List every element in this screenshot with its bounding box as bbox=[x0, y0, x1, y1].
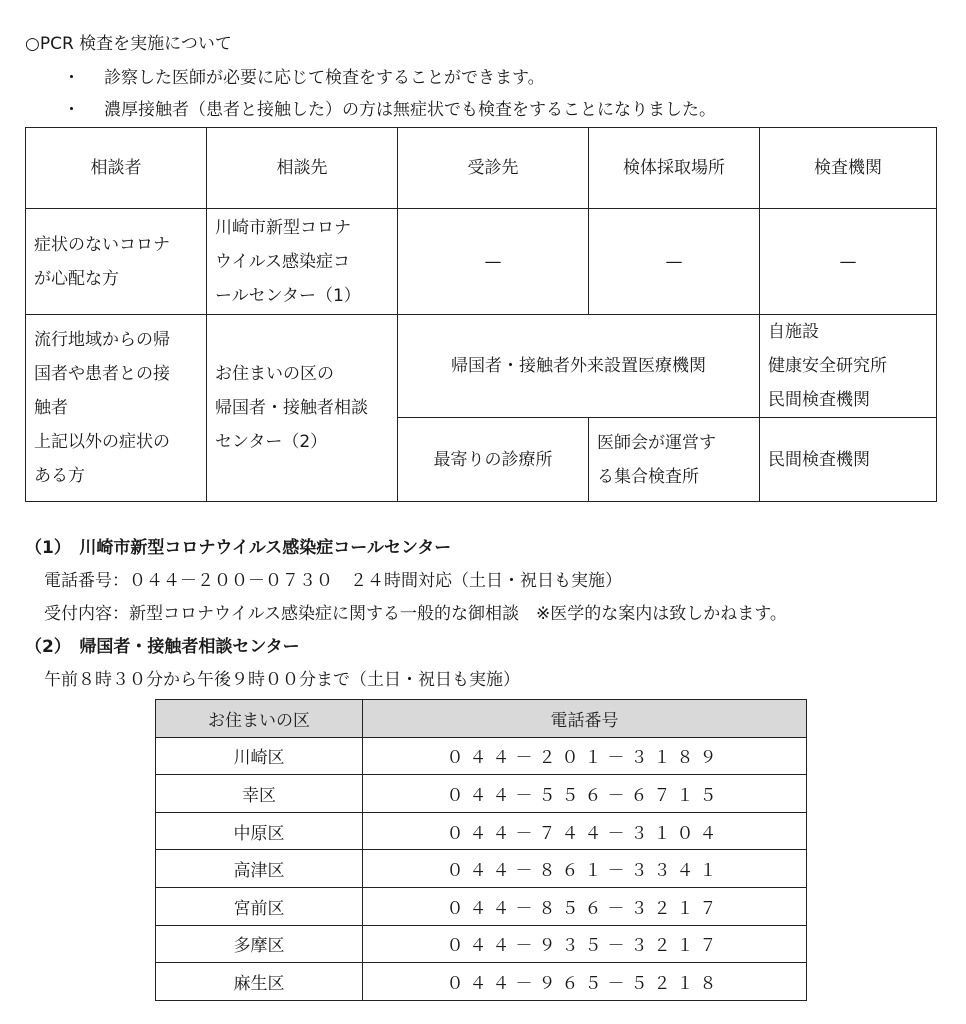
cell-line: ある方 bbox=[34, 466, 85, 486]
header-cell: 電話番号 bbox=[363, 700, 807, 738]
bullet-mark: ・ bbox=[63, 100, 80, 120]
table-row bbox=[156, 737, 807, 775]
consulter-cell bbox=[26, 315, 207, 502]
cell-line: 医師会が運営す bbox=[597, 432, 716, 453]
cell-line: 健康安全研究所 bbox=[768, 356, 887, 376]
table-row bbox=[156, 887, 807, 925]
phone-cell: ０４４－７４４－３１０４ bbox=[363, 812, 807, 850]
cell-line: が心配な方 bbox=[34, 268, 119, 289]
bullet-text: 濃厚接触者（患者と接触した）の方は無症状でも検査をすることになりました。 bbox=[104, 100, 716, 120]
contact-cell bbox=[207, 209, 398, 315]
cell-line: 国者や患者との接 bbox=[34, 364, 170, 384]
hours-info: 午前８時３０分から午後９時００分まで（土日・祝日も実施） bbox=[44, 670, 520, 690]
table-row bbox=[156, 775, 807, 813]
table-row bbox=[156, 963, 807, 1001]
header-cell: 相談先 bbox=[207, 128, 398, 209]
header-cell: お住まいの区 bbox=[156, 700, 363, 738]
consulter-cell bbox=[26, 209, 207, 315]
table-row bbox=[156, 812, 807, 850]
table-row bbox=[26, 209, 937, 315]
sampling-cell: — bbox=[589, 209, 760, 315]
cell-line: る集合検査所 bbox=[597, 466, 699, 487]
cell-line: 川崎市新型コロナ bbox=[215, 217, 351, 238]
section-heading: （2） 帰国者・接触者相談センター bbox=[25, 637, 300, 657]
cell-line: センター（2） bbox=[215, 432, 328, 452]
clinic-cell: — bbox=[398, 209, 589, 315]
cell-line: 症状のないコロナ bbox=[34, 234, 170, 255]
ward-phone-table bbox=[155, 699, 807, 1001]
phone-info: 電話番号：０４４－２００－０７３０ ２４時間対応（土日・祝日も実施） bbox=[44, 571, 622, 591]
phone-cell: ０４４－８６１－３３４１ bbox=[363, 850, 807, 888]
phone-cell: ０４４－８５６－３２１７ bbox=[363, 887, 807, 925]
ward-cell: 多摩区 bbox=[156, 925, 363, 963]
lab-cell: 民間検査機関 bbox=[760, 418, 937, 502]
phone-cell: ０４４－５５６－６７１５ bbox=[363, 775, 807, 813]
sampling-cell bbox=[589, 418, 760, 502]
ward-cell: 宮前区 bbox=[156, 887, 363, 925]
contact-cell bbox=[207, 315, 398, 502]
header-cell: 検査機関 bbox=[760, 128, 937, 209]
table-row bbox=[156, 850, 807, 888]
content-info: 受付内容：新型コロナウイルス感染症に関する一般的な御相談 ※医学的な案内は致しかねます。 bbox=[44, 604, 787, 624]
cell-line: 自施設 bbox=[768, 322, 819, 342]
cell-line: 帰国者・接触者相談 bbox=[215, 398, 368, 418]
phone-cell: ０４４－９３５－３２１７ bbox=[363, 925, 807, 963]
ward-cell: 高津区 bbox=[156, 850, 363, 888]
header-cell: 相談者 bbox=[26, 128, 207, 209]
table-header-row bbox=[26, 128, 937, 209]
phone-cell: ０４４－２０１－３１８９ bbox=[363, 737, 807, 775]
clinic-cell: 最寄りの診療所 bbox=[398, 418, 589, 502]
lab-cell: — bbox=[760, 209, 937, 315]
cell-line: 民間検査機関 bbox=[768, 390, 870, 410]
table-row bbox=[156, 925, 807, 963]
page-title: ○PCR 検査を実施について bbox=[25, 34, 232, 54]
lab-cell bbox=[760, 315, 937, 418]
pcr-flow-table bbox=[25, 127, 937, 502]
cell-line: 流行地域からの帰 bbox=[34, 330, 170, 350]
cell-line: 上記以外の症状の bbox=[34, 432, 170, 452]
clinic-sampling-cell: 帰国者・接触者外来設置医療機関 bbox=[398, 315, 760, 418]
ward-cell: 川崎区 bbox=[156, 737, 363, 775]
cell-line: 触者 bbox=[34, 398, 68, 418]
cell-line: お住まいの区の bbox=[215, 364, 334, 384]
table-header-row bbox=[156, 700, 807, 738]
cell-line: ウイルス感染症コ bbox=[215, 251, 350, 272]
cell-line: ールセンター（1） bbox=[215, 285, 361, 306]
ward-cell: 中原区 bbox=[156, 812, 363, 850]
bullet-mark: ・ bbox=[63, 68, 80, 88]
table-row bbox=[26, 315, 937, 418]
section-heading: （1） 川崎市新型コロナウイルス感染症コールセンター bbox=[25, 538, 452, 558]
header-cell: 受診先 bbox=[398, 128, 589, 209]
bullet-text: 診察した医師が必要に応じて検査をすることができます。 bbox=[104, 68, 545, 88]
header-cell: 検体採取場所 bbox=[589, 128, 760, 209]
ward-cell: 麻生区 bbox=[156, 963, 363, 1001]
ward-cell: 幸区 bbox=[156, 775, 363, 813]
phone-cell: ０４４－９６５－５２１８ bbox=[363, 963, 807, 1001]
